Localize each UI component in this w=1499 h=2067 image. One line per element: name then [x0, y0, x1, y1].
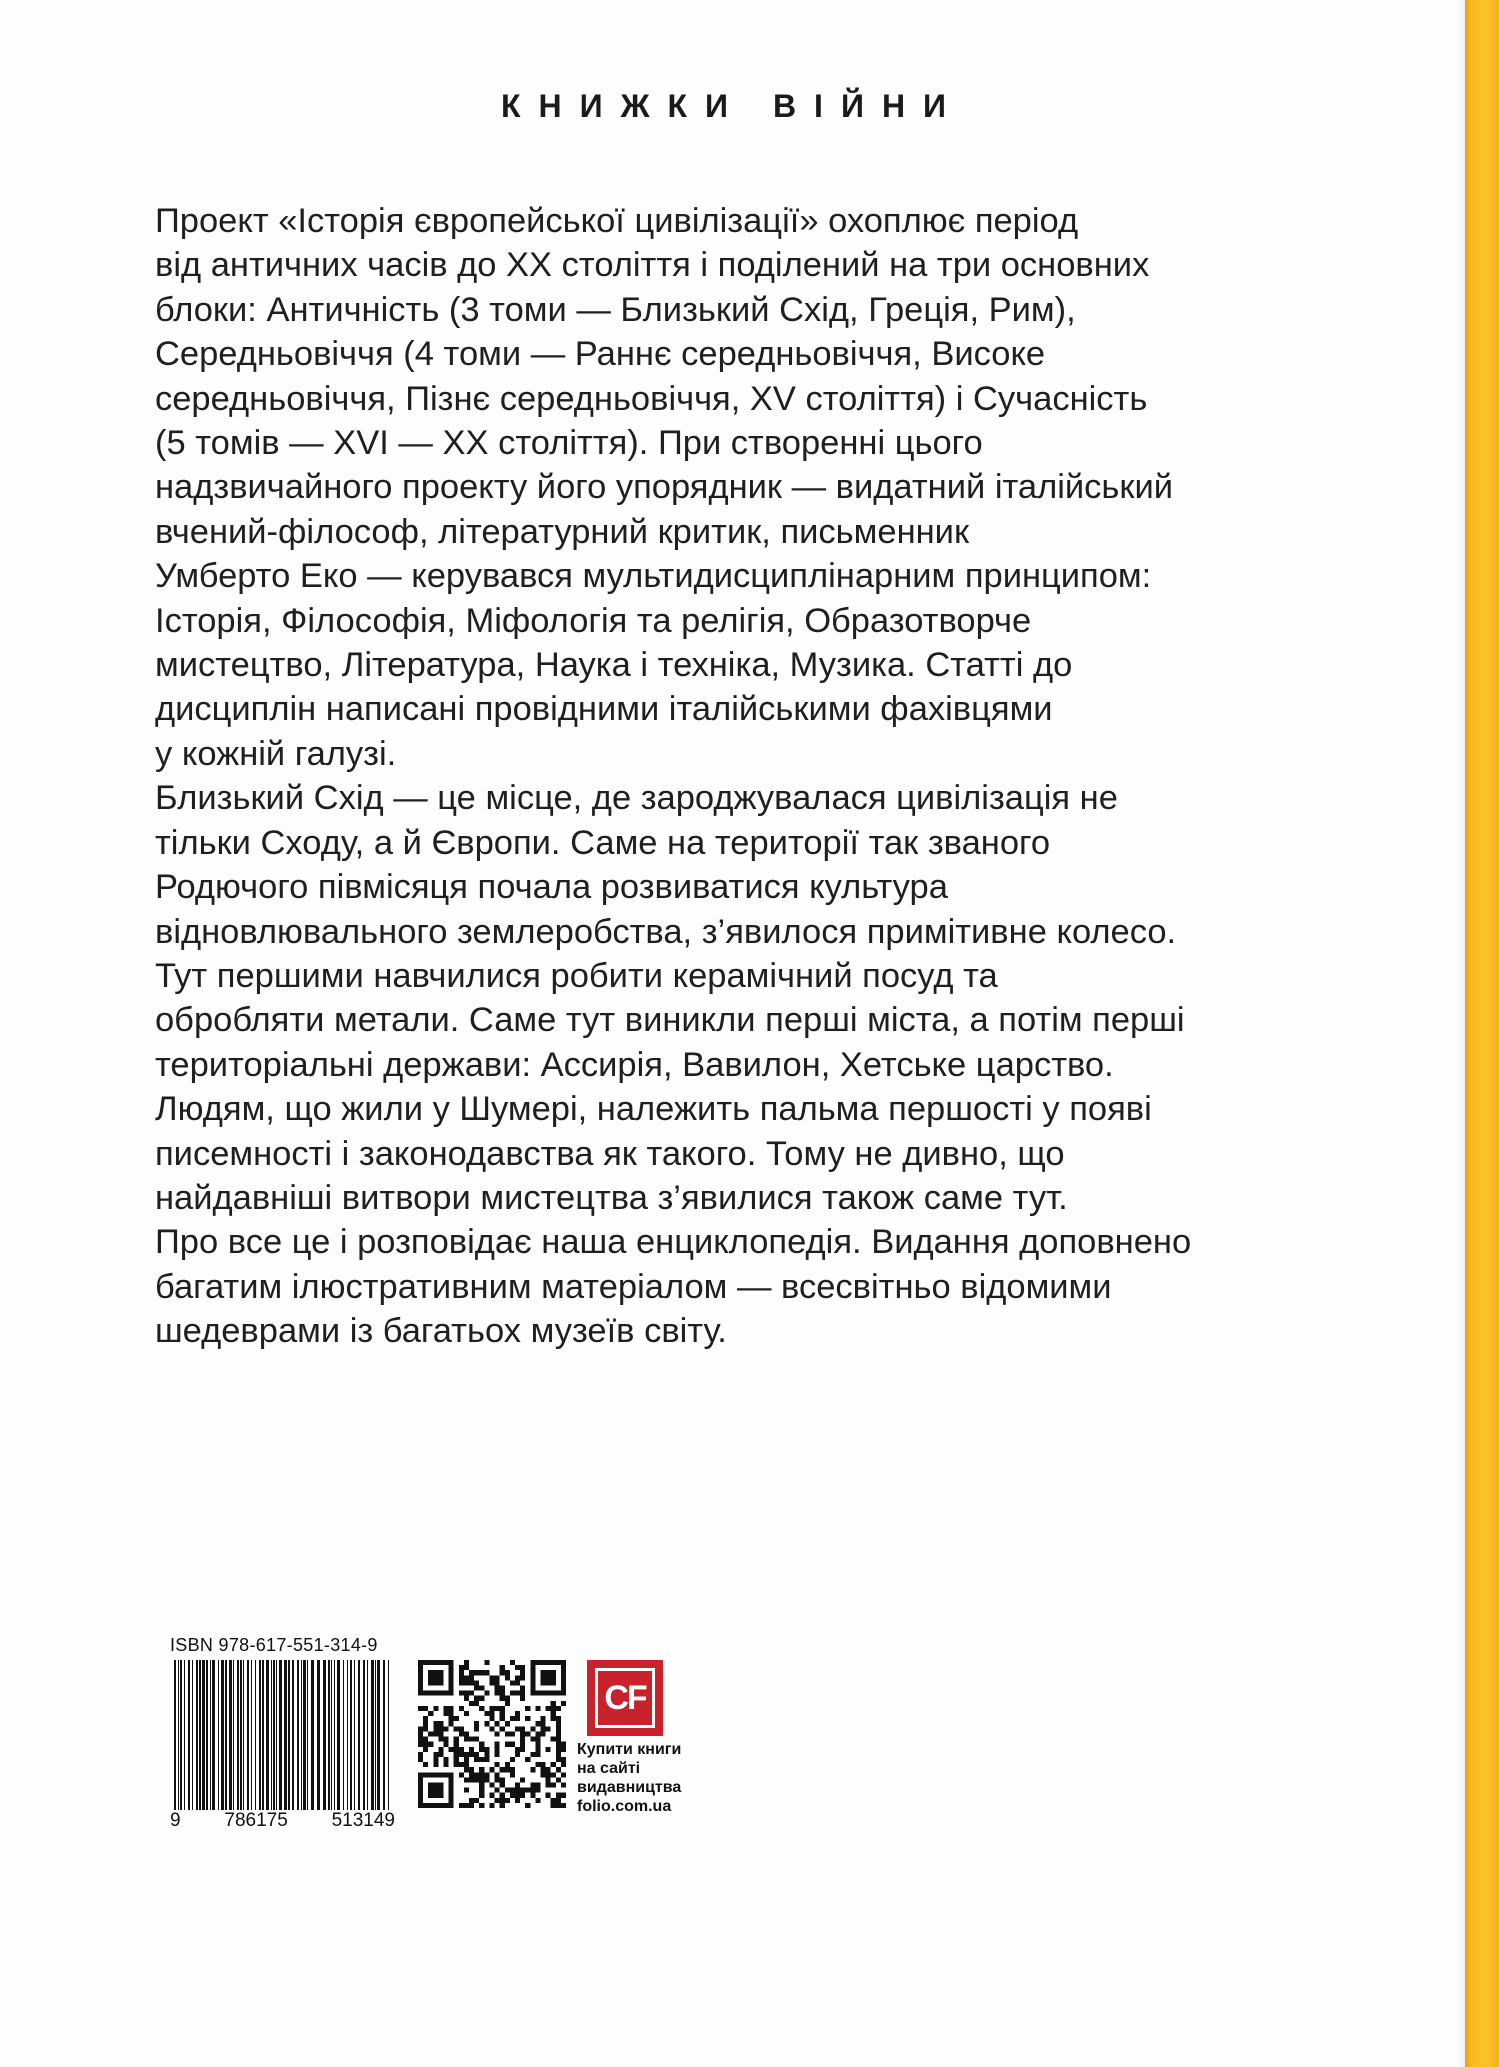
text-line: Тут першими навчилися робити керамічний посуд та: [155, 956, 998, 995]
text-line: Середньовіччя (4 томи — Раннє середньовіччя, Високе: [155, 335, 1046, 374]
buy-line-2: на сайті: [577, 1760, 641, 1777]
text-line: Про все це і розповідає наша енциклопедія. Видання доповнено: [155, 1223, 1192, 1262]
text-line: відновлювального землеробства, з’явилося примітивне колесо.: [155, 912, 1177, 951]
buy-line-4: folio.com.ua: [577, 1798, 672, 1815]
text-line: від античних часів до XX століття і поділений на три основних: [155, 246, 1150, 285]
barcode-image: [172, 1660, 392, 1810]
text-line: середньовіччя, Пізнє середньовіччя, XV століття) і Сучасність: [155, 379, 1148, 418]
text-line: шедеврами із багатьох музеїв світу.: [155, 1312, 727, 1351]
text-line: Історія, Філософія, Міфологія та релігія, Образотворче: [155, 601, 1032, 640]
buy-books-note: [577, 1740, 697, 1816]
annotation-text: [155, 199, 1245, 1354]
text-line: вчений-філософ, літературний критик, письменник: [155, 512, 970, 551]
text-line: Близький Схід — це місце, де зароджувалася цивілізація не: [155, 779, 1118, 818]
text-line: Людям, що жили у Шумері, належить пальма першості у появі: [155, 1090, 1152, 1129]
text-line: найдавніші витвори мистецтва з’явилися також саме тут.: [155, 1178, 1068, 1217]
text-line: надзвичайного проекту його упорядник — видатний італійський: [155, 468, 1174, 507]
text-line: дисциплін написані провідними італійськими фахівцями: [155, 690, 1053, 729]
text-line: (5 томів — XVI — XX століття). При створенні цього: [155, 424, 983, 463]
text-line: мистецтво, Література, Наука і техніка, Музика. Статті до: [155, 646, 1073, 685]
book-spine-edge: [1465, 0, 1499, 2067]
text-line: багатим ілюстративним матеріалом — всесвітньо відомими: [155, 1267, 1112, 1306]
buy-line-1: Купити книги: [577, 1741, 682, 1758]
text-line: блоки: Античність (3 томи — Близький Схід, Греція, Рим),: [155, 290, 1076, 329]
barcode-digit-lead: 9: [170, 1810, 181, 1831]
barcode-digit-group-1: 786175: [224, 1810, 288, 1831]
text-line: тільки Сходу, а й Європи. Саме на території так званого: [155, 823, 1051, 862]
text-line: писемності і законодавства як такого. Тому не дивно, що: [155, 1134, 1065, 1173]
text-line: Умберто Еко — керувався мультидисциплінарним принципом:: [155, 557, 1152, 596]
barcode-digits: [170, 1810, 395, 1832]
text-line: обробляти метали. Саме тут виникли перші міста, а потім перші: [155, 1001, 1185, 1040]
publisher-logo: [587, 1660, 663, 1736]
text-line: територіальні держави: Ассирія, Вавилон, Хетське царство.: [155, 1045, 1114, 1084]
isbn-label: ISBN 978-617-551-314-9: [170, 1635, 378, 1655]
series-title: КНИЖКИ ВІЙНИ: [500, 88, 965, 124]
buy-line-3: видавництва: [577, 1779, 682, 1796]
spine-shadow: [1455, 0, 1465, 2067]
text-line: Проект «Історія європейської цивілізації» охоплює період: [155, 202, 1079, 240]
text-line: Родючого півмісяця почала розвиватися культура: [155, 868, 948, 907]
qr-code-image: [418, 1660, 566, 1808]
barcode-digit-group-2: 513149: [331, 1810, 395, 1831]
text-line: у кожній галузі.: [155, 734, 397, 773]
publisher-logo-mark: CF: [595, 1668, 655, 1728]
